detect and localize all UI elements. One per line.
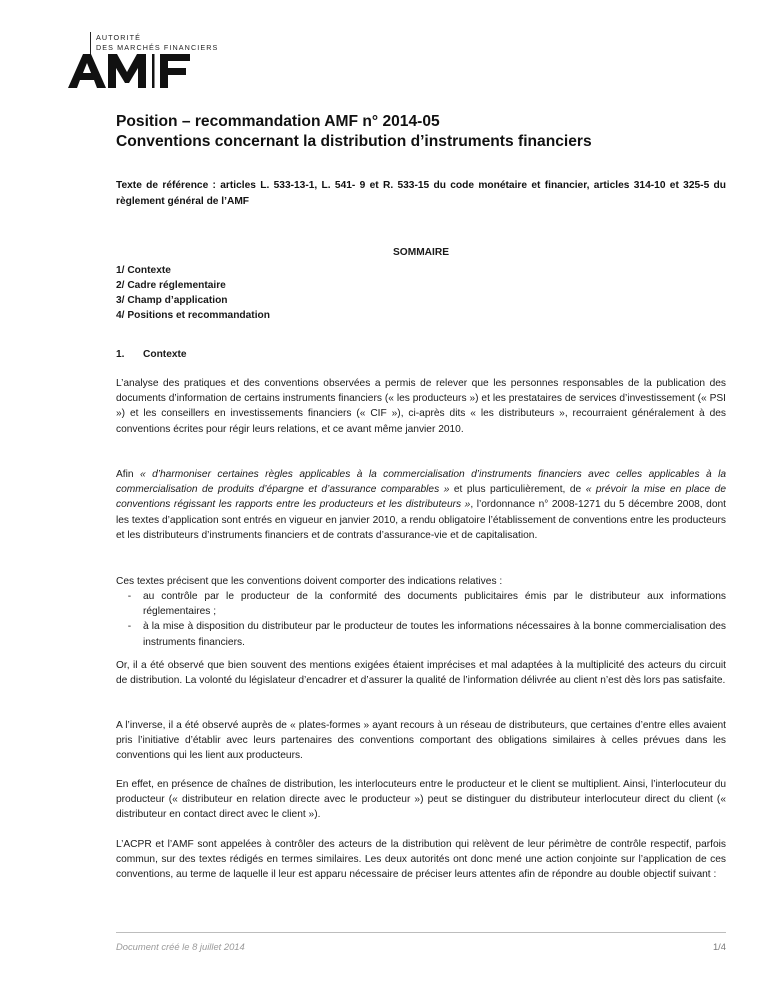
logo-text-line1: AUTORITÉ (96, 33, 142, 42)
paragraph-5-text: A l’inverse, il a été observé auprès de « plates-formes » ayant recours à un réseau de distributeurs, que certaines d’entre elles avaient pris l’initiative d’établir avec leurs partenaires des conventions comportant des obligations similaires à celles prévues dans les conventions qui les lient aux producteurs. (116, 720, 726, 762)
toc-item: 2/ Cadre réglementaire (116, 280, 226, 291)
toc-item: 1/ Contexte (116, 265, 171, 276)
paragraph-6 (116, 777, 726, 823)
page-number: 1/4 (712, 941, 726, 952)
reference-text: Texte de référence : articles L. 533-13-1, L. 541- 9 et R. 533-15 du code monétaire et financier, articles 314-10 et 325-5 du règlement général de l’AMF (116, 180, 726, 207)
section-number: 1. (116, 349, 125, 360)
paragraph-7-text: L’ACPR et l’AMF sont appelées à contrôler des acteurs de la distribution qui relèvent de leur périmètre de contrôle respectif, parfois commun, sur des textes rédigés en termes similaires. Les deux autorités ont donc mené une action conjointe sur l’application de ces conventions, au terme de laquelle il leur est apparu nécessaire de préciser leurs attentes afin de répondre au double objectif suivant : (116, 839, 726, 881)
paragraph-1-text: L’analyse des pratiques et des conventions observées a permis de relever que les personnes responsables de la publication des documents d’information de certains instruments financiers (« les producteurs ») et les prestataires de services d’investissement (« PSI ») et les conseillers en investissements financiers (« CIF »), ci-après dits « les distributeurs », recourraient généralement à des conventions écrites pour régir leurs relations, et ce avant même janvier 2010. (116, 378, 726, 435)
bullet-text: au contrôle par le producteur de la conformité des documents publicitaires émis par le distributeur aux informations réglementaires ; (143, 591, 726, 618)
document-title (116, 112, 726, 152)
p2-quote-2: « prévoir la mise en place de conventions régissant les rapports entre les producteurs et les distributeurs » (116, 484, 726, 511)
p2-quote-1: « d’harmoniser certaines règles applicables à la commercialisation d’instruments financiers avec celles applicables à la commercialisation de produits d’épargne et d’assurance comparables » (116, 469, 726, 496)
toc-item: 3/ Champ d’application (116, 295, 228, 306)
paragraph-4 (116, 658, 726, 688)
paragraph-2-text (116, 467, 726, 543)
toc-item: 4/ Positions et recommandation (116, 310, 270, 321)
bullet-dash: - (127, 591, 132, 602)
p2-part: Afin (116, 469, 140, 480)
footer-date: Document créé le 8 juillet 2014 (116, 941, 245, 952)
table-of-contents (116, 263, 270, 323)
paragraph-3 (116, 574, 726, 589)
paragraph-3-text: Ces textes précisent que les conventions doivent comporter des indications relatives : (116, 576, 503, 587)
bullet-text: à la mise à disposition du distributeur par le producteur de toutes les informations nécessaires à la bonne commercialisation des instruments financiers. (143, 621, 726, 648)
bullet-item (116, 589, 726, 619)
paragraph-5 (116, 718, 726, 764)
paragraph-6-text: En effet, en présence de chaînes de distribution, les interlocuteurs entre le producteur et le client se multiplient. Ainsi, l’interlocuteur du producteur (« distributeur en relation directe avec le producteur ») peut se distinguer du distributeur interlocuteur direct du client (« distributeur en contact direct avec le client »). (116, 779, 726, 821)
amf-logo-mark (68, 50, 204, 92)
paragraph-1 (116, 376, 726, 437)
section-title: Contexte (143, 349, 187, 360)
title-line-2: Conventions concernant la distribution d’instruments financiers (116, 133, 592, 150)
bullet-dash: - (127, 621, 132, 633)
amf-logo (68, 30, 219, 92)
sommaire-heading: SOMMAIRE (392, 247, 450, 258)
p2-part: , l’ordonnance n° 2008-1271 du 5 décembre 2008, dont les textes d’application sont entrés en vigueur en janvier 2010, a rendu obligatoire l’établissement de conventions entre les producteurs et les distributeurs d’instruments financiers et de contrats d’assurance-vie et de capitalisation. (116, 499, 726, 541)
footer-divider (116, 932, 726, 933)
paragraph-2 (116, 467, 726, 543)
paragraph-4-text: Or, il a été observé que bien souvent des mentions exigées étaient imprécises et mal adaptées à la multiplicité des acteurs du circuit de distribution. La volonté du législateur d’encadrer et d’assurer la qualité de l’information délivrée au client n’est dès lors pas satisfaite. (116, 660, 726, 687)
bullet-list (116, 589, 726, 650)
section-heading (116, 349, 187, 360)
paragraph-7 (116, 837, 726, 883)
bullet-item (116, 619, 726, 649)
p2-part: et plus particulièrement, de (449, 484, 586, 496)
logo-text-line2: DES MARCHÉS FINANCIERS (96, 43, 219, 52)
title-line-1: Position – recommandation AMF n° 2014-05 (116, 113, 440, 130)
